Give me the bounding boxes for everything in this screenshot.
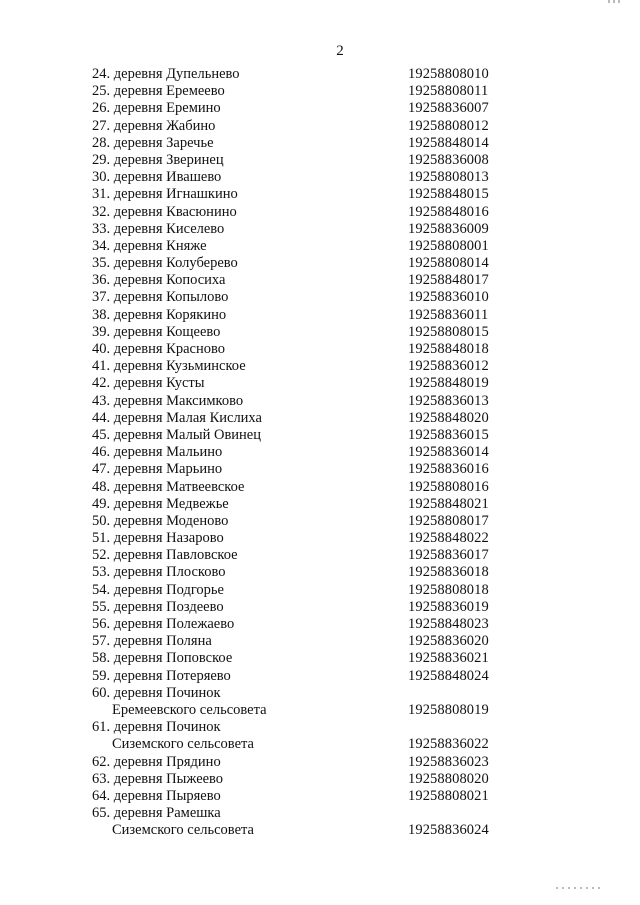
list-item [92, 754, 532, 771]
settlement-name-line: 63. деревня Пыжеево [92, 770, 224, 787]
settlement-name [92, 100, 408, 117]
settlement-name [92, 272, 408, 289]
oktmo-code: 19258848023 [408, 616, 489, 632]
settlement-name-line: 47. деревня Марьино [92, 461, 223, 478]
settlement-name-line: 39. деревня Кощеево [92, 323, 221, 340]
page-number: 2 [336, 43, 344, 59]
settlement-name-line: 50. деревня Моденово [92, 512, 229, 529]
settlement-name [92, 668, 408, 685]
oktmo-code: 19258836018 [408, 564, 489, 581]
list-item [92, 324, 532, 341]
list-item [92, 788, 532, 805]
settlement-name [92, 530, 408, 547]
settlement-name [92, 135, 408, 152]
settlement-name [92, 633, 408, 650]
list-item [92, 358, 532, 375]
list-item [92, 289, 532, 306]
oktmo-code: 19258808018 [408, 581, 489, 598]
oktmo-code: 19258836020 [408, 633, 489, 650]
list-item [92, 238, 532, 255]
settlement-name [92, 599, 408, 616]
oktmo-code: 19258836024 [408, 822, 489, 839]
settlement-name [92, 427, 408, 444]
list-item [92, 719, 532, 753]
list-item [92, 341, 532, 358]
settlement-name [92, 564, 408, 581]
oktmo-code: 19258836013 [408, 392, 489, 409]
settlement-name-line: 28. деревня Заречье [92, 134, 214, 151]
settlement-name-line: 46. деревня Мальино [92, 444, 223, 461]
settlement-name [92, 479, 408, 496]
list-item [92, 582, 532, 599]
bottom-scan-mark [556, 887, 600, 889]
list-item [92, 444, 532, 461]
list-item [92, 169, 532, 186]
oktmo-code: 19258848015 [408, 186, 489, 203]
list-item [92, 272, 532, 289]
settlement-name-line: 38. деревня Корякино [92, 306, 227, 323]
list-item [92, 461, 532, 478]
settlement-list [92, 66, 532, 839]
settlement-name [92, 307, 408, 324]
settlement-name-line: 49. деревня Медвежье [92, 495, 229, 512]
settlement-name [92, 547, 408, 564]
settlement-name [92, 719, 408, 753]
settlement-name-line: 48. деревня Матвеевское [92, 478, 245, 495]
list-item [92, 530, 532, 547]
settlement-name [92, 496, 408, 513]
settlement-name [92, 393, 408, 410]
list-item [92, 650, 532, 667]
settlement-name [92, 685, 408, 719]
oktmo-code: 19258808020 [408, 770, 489, 787]
oktmo-code: 19258836007 [408, 100, 489, 117]
settlement-name-line: 37. деревня Копылово [92, 289, 229, 306]
list-item [92, 375, 532, 392]
oktmo-code: 19258808010 [408, 66, 489, 82]
settlement-name-line: 56. деревня Полежаево [92, 616, 235, 632]
oktmo-code: 19258836008 [408, 151, 489, 168]
settlement-name [92, 375, 408, 392]
oktmo-code: 19258808016 [408, 478, 489, 495]
settlement-name-line: 26. деревня Еремино [92, 100, 221, 117]
settlement-name-line: 41. деревня Кузьминское [92, 358, 246, 375]
settlement-name-line: 36. деревня Копосиха [92, 272, 226, 289]
list-item [92, 564, 532, 581]
settlement-name-line: 35. деревня Колуберево [92, 255, 238, 272]
list-item [92, 771, 532, 788]
settlement-name [92, 169, 408, 186]
list-item [92, 805, 532, 839]
settlement-name-line: 25. деревня Еремеево [92, 83, 225, 100]
settlement-name-line: 59. деревня Потеряево [92, 667, 231, 684]
oktmo-code: 19258836022 [408, 736, 489, 753]
settlement-name [92, 118, 408, 135]
settlement-name-line: 58. деревня Поповское [92, 650, 233, 667]
oktmo-code: 19258836017 [408, 547, 489, 564]
settlement-name-line: 40. деревня Красново [92, 341, 225, 357]
settlement-name [92, 358, 408, 375]
oktmo-code: 19258836016 [408, 461, 489, 478]
settlement-name [92, 788, 408, 805]
list-item [92, 83, 532, 100]
settlement-name [92, 805, 408, 839]
settlement-name [92, 341, 408, 358]
settlement-name-continuation: Сиземского сельсовета [112, 822, 254, 839]
settlement-name [92, 186, 408, 203]
oktmo-code: 19258836009 [408, 220, 489, 237]
oktmo-code: 19258808012 [408, 117, 489, 134]
settlement-name [92, 461, 408, 478]
settlement-name-line: 24. деревня Дупельнево [92, 66, 240, 82]
list-item [92, 307, 532, 324]
list-item [92, 633, 532, 650]
list-item [92, 513, 532, 530]
settlement-name-line: 43. деревня Максимково [92, 392, 244, 409]
list-item [92, 118, 532, 135]
oktmo-code: 19258808001 [408, 237, 489, 254]
settlement-name-line: 60. деревня Починок [92, 684, 221, 701]
oktmo-code: 19258808021 [408, 787, 489, 804]
list-item [92, 186, 532, 203]
oktmo-code: 19258836011 [408, 306, 489, 323]
oktmo-code: 19258836014 [408, 444, 489, 461]
settlement-name-line: 44. деревня Малая Кислиха [92, 409, 262, 426]
settlement-name-line: 29. деревня Зверинец [92, 151, 224, 168]
list-item [92, 393, 532, 410]
oktmo-code: 19258848020 [408, 409, 489, 426]
list-item [92, 668, 532, 685]
oktmo-code: 19258836015 [408, 426, 489, 443]
settlement-name [92, 444, 408, 461]
settlement-name [92, 324, 408, 341]
settlement-name-line: 30. деревня Ивашево [92, 169, 222, 186]
settlement-name [92, 771, 408, 788]
settlement-name-continuation: Сиземского сельсовета [112, 736, 254, 753]
list-item [92, 135, 532, 152]
oktmo-code: 19258808011 [408, 83, 489, 100]
settlement-name-line: 61. деревня Починок [92, 719, 221, 736]
oktmo-code: 19258836021 [408, 650, 489, 667]
oktmo-code: 19258836012 [408, 358, 489, 375]
oktmo-code: 19258836019 [408, 598, 489, 615]
settlement-name [92, 513, 408, 530]
oktmo-code: 19258836010 [408, 289, 489, 306]
settlement-name-line: 62. деревня Прядино [92, 753, 221, 770]
settlement-name-line: 55. деревня Поздеево [92, 598, 224, 615]
settlement-name [92, 616, 408, 633]
list-item [92, 479, 532, 496]
settlement-name [92, 582, 408, 599]
settlement-name-continuation: Еремеевского сельсовета [112, 701, 267, 718]
settlement-name-line: 52. деревня Павловское [92, 547, 238, 564]
settlement-name-line: 65. деревня Рамешка [92, 805, 221, 822]
oktmo-code: 19258848021 [408, 495, 489, 512]
settlement-name-line: 45. деревня Малый Овинец [92, 426, 262, 443]
oktmo-code: 19258808019 [408, 701, 489, 718]
oktmo-code: 19258808014 [408, 255, 489, 272]
settlement-name [92, 410, 408, 427]
settlement-name [92, 289, 408, 306]
settlement-name-line: 34. деревня Княже [92, 237, 207, 254]
settlement-name [92, 204, 408, 221]
list-item [92, 221, 532, 238]
list-item [92, 599, 532, 616]
oktmo-code: 19258836023 [408, 753, 489, 770]
list-item [92, 152, 532, 169]
top-scan-mark [608, 0, 620, 3]
list-item [92, 616, 532, 633]
oktmo-code: 19258808017 [408, 512, 489, 529]
list-item [92, 427, 532, 444]
settlement-name [92, 221, 408, 238]
oktmo-code: 19258848018 [408, 341, 489, 357]
settlement-name [92, 754, 408, 771]
list-item [92, 547, 532, 564]
settlement-name-line: 31. деревня Игнашкино [92, 186, 238, 203]
oktmo-code: 19258848019 [408, 375, 489, 392]
oktmo-code: 19258808015 [408, 323, 489, 340]
settlement-name-line: 53. деревня Плосково [92, 564, 226, 581]
list-item [92, 66, 532, 83]
list-item [92, 100, 532, 117]
list-item [92, 496, 532, 513]
settlement-name-line: 33. деревня Киселево [92, 220, 225, 237]
oktmo-code: 19258848016 [408, 203, 489, 220]
settlement-name-line: 57. деревня Поляна [92, 633, 212, 650]
settlement-name-line: 27. деревня Жабино [92, 117, 216, 134]
settlement-name [92, 255, 408, 272]
list-item [92, 410, 532, 427]
settlement-name [92, 650, 408, 667]
settlement-name [92, 238, 408, 255]
settlement-name [92, 66, 408, 83]
oktmo-code: 19258848017 [408, 272, 489, 289]
settlement-name-line: 64. деревня Пыряево [92, 787, 221, 804]
oktmo-code: 19258808013 [408, 169, 489, 186]
settlement-name [92, 152, 408, 169]
list-item [92, 255, 532, 272]
settlement-name-line: 51. деревня Назарово [92, 530, 224, 547]
list-item [92, 204, 532, 221]
settlement-name-line: 42. деревня Кусты [92, 375, 205, 392]
settlement-name-line: 32. деревня Квасюнино [92, 203, 237, 220]
settlement-name [92, 83, 408, 100]
oktmo-code: 19258848014 [408, 134, 489, 151]
oktmo-code: 19258848022 [408, 530, 489, 547]
oktmo-code: 19258848024 [408, 667, 489, 684]
settlement-name-line: 54. деревня Подгорье [92, 581, 224, 598]
list-item [92, 685, 532, 719]
